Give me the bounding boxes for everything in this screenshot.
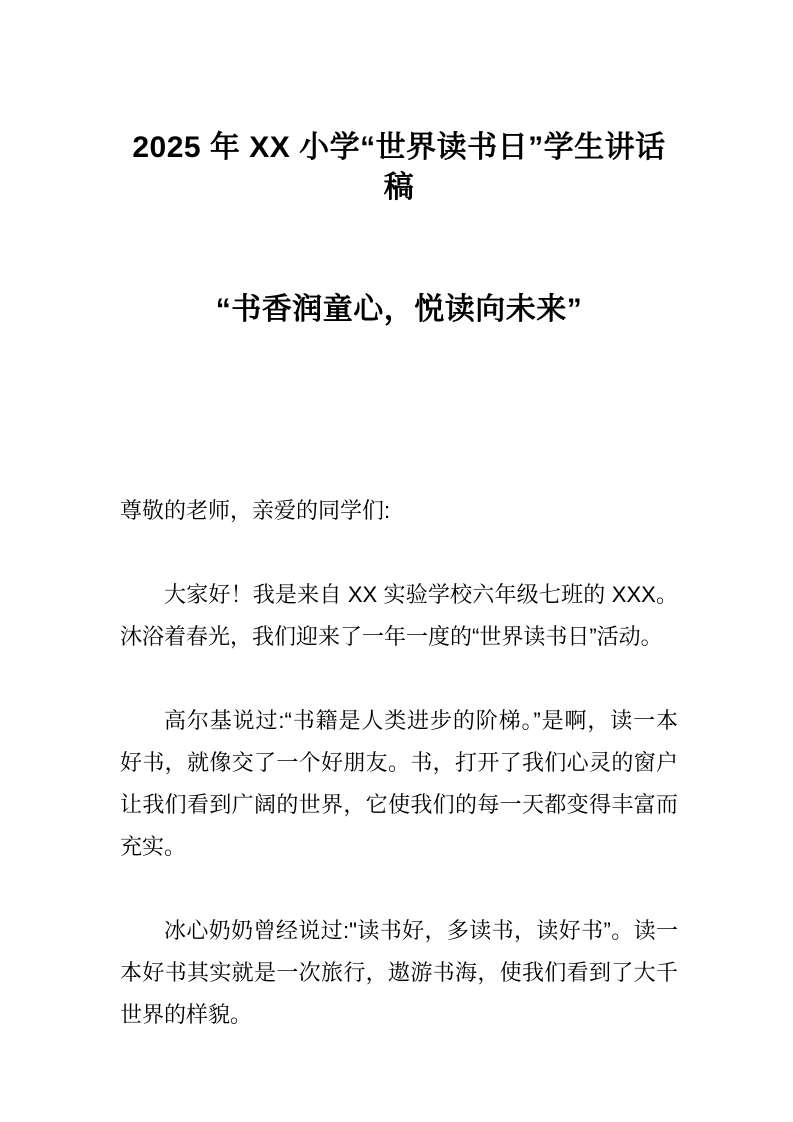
body-paragraph-1: 大家好！我是来自 XX 实验学校六年级七班的 XXX。沐浴着春光，我们迎来了一年一度的“世界读书日”活动。 bbox=[120, 582, 678, 649]
document-body bbox=[120, 490, 678, 1036]
body-paragraph-2: 高尔基说过:“书籍是人类进步的阶梯。”是啊，读一本好书，就像交了一个好朋友。书，打开了我们心灵的窗户让我们看到广阔的世界，它使我们的每一天都变得丰富而充实。 bbox=[120, 708, 678, 859]
body-paragraph-3: 冰心奶奶曾经说过:"读书好，多读书，读好书”。读一本好书其实就是一次旅行，遨游书海，使我们看到了大千世界的样貌。 bbox=[120, 918, 678, 1027]
document-title-line1: 2025 年 XX 小学“世界读书日”学生讲话稿 bbox=[132, 131, 666, 204]
document-title-line2: “书香润童心，悦读向未来” bbox=[215, 293, 583, 326]
salutation: 尊敬的老师，亲爱的同学们: bbox=[120, 498, 391, 523]
